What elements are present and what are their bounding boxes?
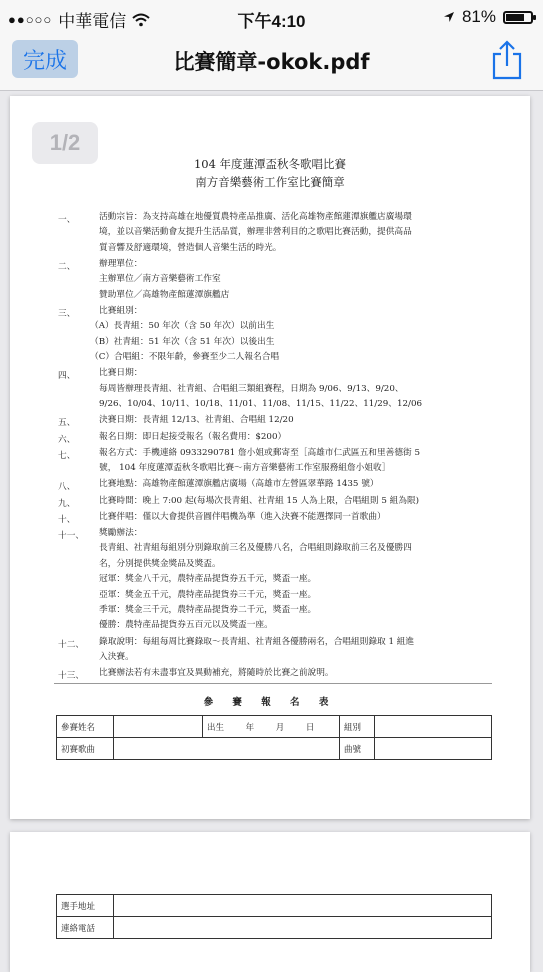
rule-line: 比賽伴唱：僅以大會提供音圓伴唱機為準（進入決賽不能選擇同一首歌曲） — [99, 511, 386, 522]
rule-line: 入決賽。 — [99, 652, 134, 662]
pdf-page-2[interactable] — [10, 832, 530, 972]
song-field[interactable] — [114, 738, 340, 760]
group-label: 組別 — [340, 716, 375, 738]
rule-line: 亞軍：獎金五千元，農特產品提貨券三千元，獎盃一座。 — [99, 589, 317, 600]
song-label: 初賽歌曲 — [57, 738, 114, 760]
rule-number: 十一、 — [58, 531, 85, 541]
rule-line: 比賽日期： — [99, 368, 143, 379]
rule-line: 號， 104 年度蓮潭盃秋冬歌唱比賽～南方音樂藝術工作室服務組詹小姐收］ — [99, 463, 391, 474]
signal-strength: ●●○○○ — [8, 12, 53, 27]
rule-number: 十二、 — [58, 639, 85, 650]
year-label: 年 — [245, 722, 255, 733]
rule-line: 報名日期：即日起接受報名（報名費用：$200） — [99, 431, 287, 442]
status-bar — [0, 0, 543, 34]
rule-number: 十三、 — [58, 671, 85, 682]
rule-line: 比賽時間：晚上 7:00 起(每場次長青組、社青組 15 人為上限，合唱組則 5 組為限) — [99, 495, 420, 506]
rule-line: 辦理單位： — [99, 259, 143, 269]
doc-title-line-2: 南方音樂藝術工作室比賽簡章 — [195, 175, 345, 189]
rule-number: 四、 — [58, 371, 76, 382]
rule-line: 活動宗旨：為支持高雄在地優質農特產品推廣、活化高雄物產館蓮潭旗艦店廣場環 — [99, 212, 412, 222]
rule-line: 主辦單位／南方音樂藝術工作室 — [99, 274, 221, 285]
location-arrow-icon — [443, 11, 455, 23]
rule-line: （B）社青組：51 年次（含 51 年次）以後出生 — [90, 336, 275, 347]
form-title: 參 賽 報 名 表 — [203, 697, 337, 708]
rule-number: 九、 — [58, 498, 76, 509]
rule-number: 一、 — [58, 215, 76, 225]
divider — [54, 683, 492, 684]
status-right — [443, 7, 533, 27]
month-label: 月 — [275, 722, 285, 733]
rule-number: 三、 — [58, 309, 76, 319]
rule-line: 決賽日期：長青組 12/13、社青組、合唱組 12/20 — [99, 415, 294, 426]
rule-line: 冠軍：獎金八千元，農特產品提貨券五千元，獎盃一座。 — [99, 574, 317, 585]
song-no-label: 曲號 — [340, 738, 375, 760]
rule-line: （C）合唱組：不限年齡，參賽至少二人報名合唱 — [90, 352, 280, 363]
done-button[interactable]: 完成 — [12, 40, 78, 78]
rule-line: 優勝：農特產品提貨券五百元以及獎盃一座。 — [99, 620, 273, 631]
rule-number: 七、 — [58, 450, 76, 461]
document-title: 比賽簡章-okok.pdf — [173, 50, 370, 74]
rule-line: 贊助單位／高雄物產館蓮潭旗艦店 — [99, 289, 230, 300]
battery-fill — [506, 14, 524, 21]
birth-label: 出生 — [207, 722, 225, 733]
rule-line: 名，分別提供獎金獎品及獎盃。 — [99, 558, 221, 569]
group-field[interactable] — [375, 716, 492, 738]
rule-line: （A）長青組：50 年次（含 50 年次）以前出生 — [90, 321, 275, 332]
rule-number: 十、 — [58, 514, 76, 525]
rule-line: 獎勵辦法： — [99, 528, 143, 538]
day-label: 日 — [305, 722, 315, 733]
table-row — [57, 738, 492, 760]
name-label: 參賽姓名 — [57, 716, 114, 738]
rule-line: 季軍：獎金三千元，農特產品提貨券二千元，獎盃一座。 — [99, 605, 317, 615]
rule-line: 比賽地點：高雄物產館蓮潭旗艦店廣場（高雄市左營區翠華路 1435 號） — [99, 479, 379, 490]
page-indicator: 1/2 — [32, 122, 98, 164]
rule-line: 比賽組別： — [99, 306, 143, 316]
table-row — [57, 895, 492, 917]
rule-number: 八、 — [58, 482, 76, 493]
battery-icon — [503, 11, 533, 24]
status-time: 下午4:10 — [237, 12, 306, 31]
navigation-bar — [0, 34, 543, 91]
rule-line: 境，並以音樂活動會友提升生活品質，辦理非營利目的之歌唱比賽活動，提供高品 — [99, 227, 412, 238]
rule-line: 每周皆辦理長青組、社青組、合唱組三類組賽程，日期為 9/06、9/13、9/20、 — [99, 383, 404, 394]
rule-line: 比賽辦法若有未盡事宜及異動補充，將隨時於比賽之前說明。 — [99, 668, 334, 679]
address-field[interactable] — [114, 895, 492, 917]
phone-field[interactable] — [114, 917, 492, 939]
name-field[interactable] — [114, 716, 203, 738]
rule-line: 錄取說明：每組每周比賽錄取～長青組、社青組各優勝兩名，合唱組則錄取 1 組進 — [99, 636, 415, 647]
rule-line: 9/26、10/04、10/11、10/18、11/01、11/08、11/15、11/22、11/29、12/06 — [99, 399, 423, 410]
rule-line: 報名方式：手機連絡 0933290781 詹小姐或郵寄至［高雄市仁武區五和里善德街 5 — [99, 447, 421, 458]
table-row — [57, 716, 492, 738]
rule-line: 長青組、社青組每組別分別錄取前三名及優勝八名，合唱組則錄取前三名及優勝四 — [99, 543, 412, 554]
rule-line: 質音響及舒適環境，營造個人音樂生活的時光。 — [99, 242, 282, 253]
pdf-page-1[interactable] — [10, 96, 530, 819]
rule-number: 六、 — [58, 434, 76, 445]
address-label: 選手地址 — [57, 895, 114, 917]
doc-title-line-1: 104 年度蓮潭盃秋冬歌唱比賽 — [193, 157, 347, 171]
rule-number: 二、 — [58, 262, 76, 272]
rule-number: 五、 — [58, 418, 76, 429]
contact-table — [56, 894, 492, 939]
share-icon[interactable] — [489, 40, 525, 80]
table-row — [57, 917, 492, 939]
phone-label: 連絡電話 — [57, 917, 114, 939]
birth-cell[interactable] — [203, 716, 340, 738]
song-no-field[interactable] — [375, 738, 492, 760]
battery-percent: 81% — [461, 7, 496, 26]
registration-table — [56, 715, 492, 760]
carrier-name: 中華電信 — [58, 12, 127, 31]
